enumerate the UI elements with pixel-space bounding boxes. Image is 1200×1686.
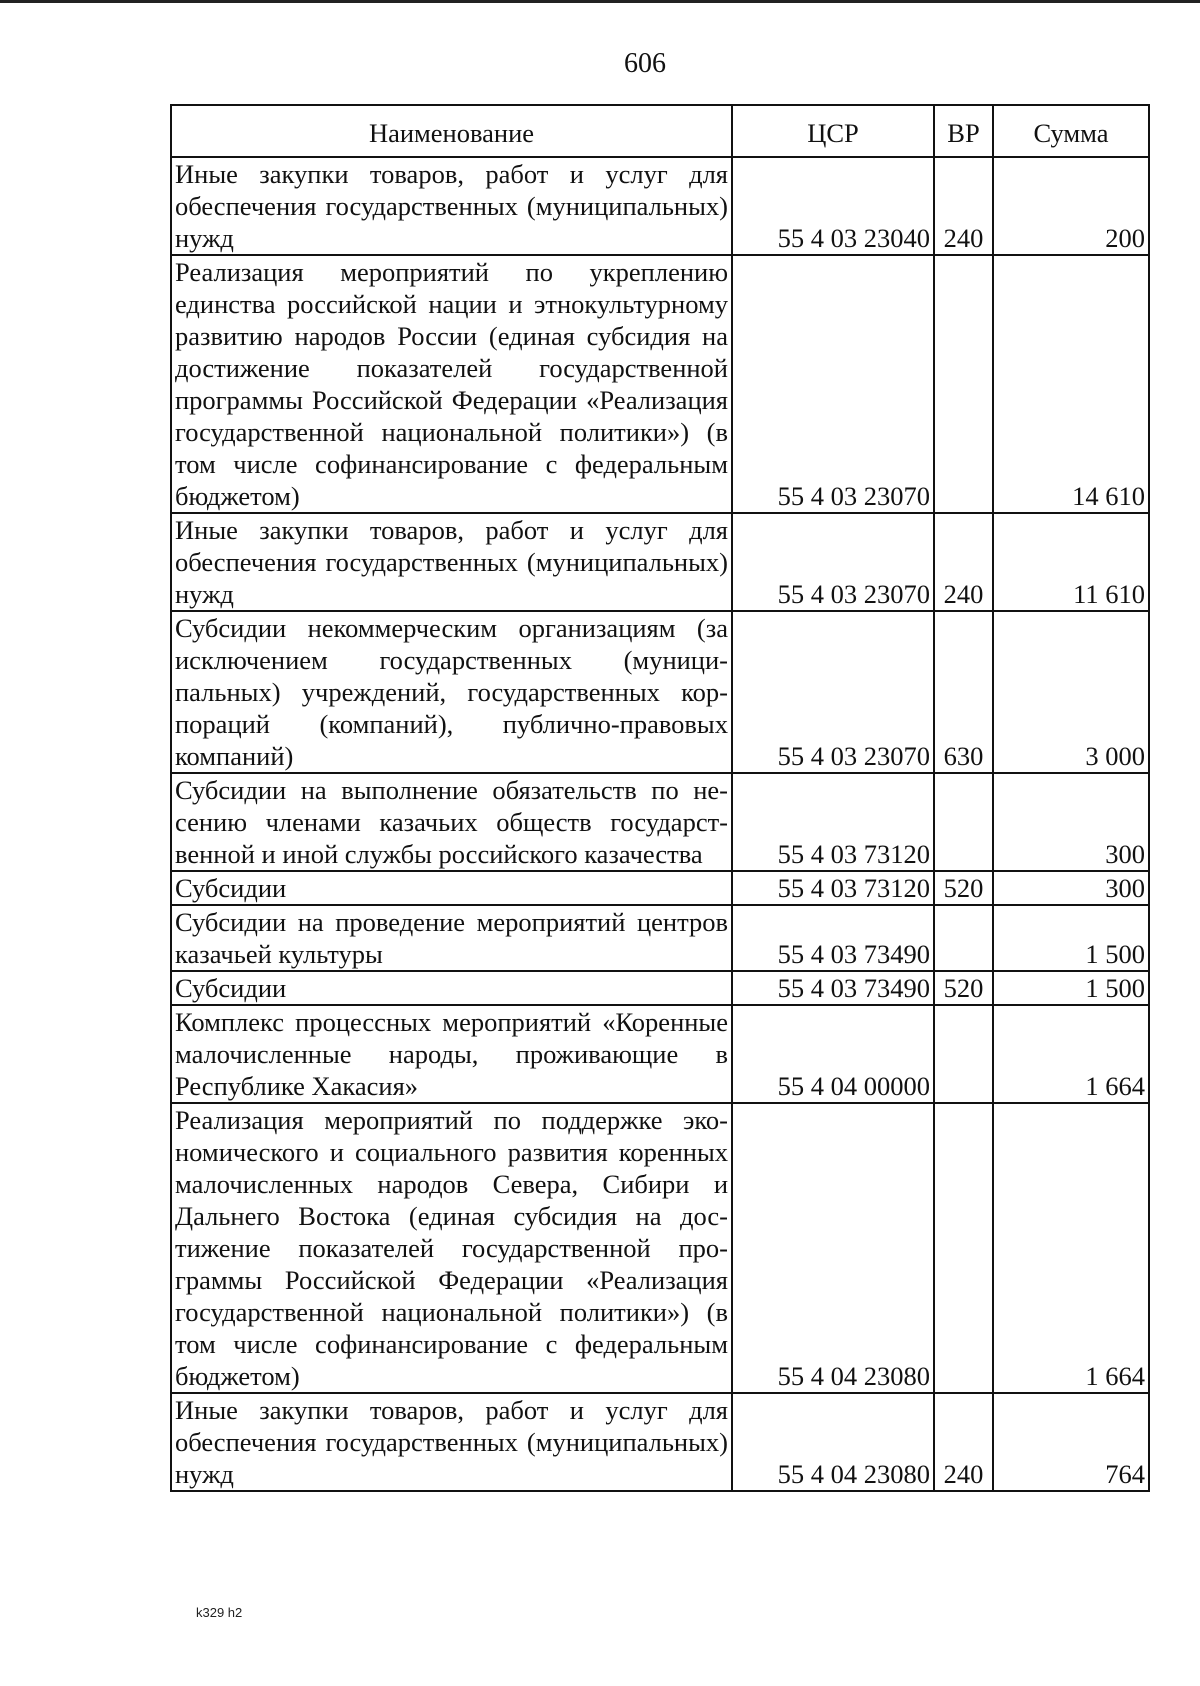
row-name: Субсидии xyxy=(171,971,732,1005)
row-vr xyxy=(934,773,993,871)
row-csr: 55 4 03 23070 xyxy=(732,513,934,611)
row-vr: 520 xyxy=(934,971,993,1005)
row-sum: 1 664 xyxy=(993,1103,1149,1393)
header-vr: ВР xyxy=(934,105,993,157)
table-row xyxy=(171,157,1149,255)
row-sum: 764 xyxy=(993,1393,1149,1491)
row-csr: 55 4 03 23040 xyxy=(732,157,934,255)
row-name: Иные закупки товаров, работ и услуг для обеспечения государственных (муниципальных) нужд xyxy=(171,157,732,255)
row-name: Субсидии на выполнение обязательств по несению членами казачьих обществ государственной и иной службы российского казачества xyxy=(171,773,732,871)
header-name: Наименование xyxy=(171,105,732,157)
row-vr: 240 xyxy=(934,157,993,255)
row-sum: 14 610 xyxy=(993,255,1149,513)
row-sum: 3 000 xyxy=(993,611,1149,773)
footer-code: k329 h2 xyxy=(196,1605,243,1620)
row-sum: 1 500 xyxy=(993,905,1149,971)
row-vr xyxy=(934,1005,993,1103)
row-csr: 55 4 04 23080 xyxy=(732,1103,934,1393)
row-name: Реализация мероприятий по укреплению единства российской нации и этнокультурному развитию народов России (единая субсидия на достижение показателей государственной программы Российской Федерации «Реализация государственной национальной политики») (в том числе софинансирование с федеральным бюджетом) xyxy=(171,255,732,513)
table-row xyxy=(171,513,1149,611)
row-name: Субсидии на проведение мероприятий центров казачьей культуры xyxy=(171,905,732,971)
header-sum: Сумма xyxy=(993,105,1149,157)
row-csr: 55 4 03 73120 xyxy=(732,773,934,871)
table-header-row xyxy=(171,105,1149,157)
row-csr: 55 4 04 00000 xyxy=(732,1005,934,1103)
row-sum: 300 xyxy=(993,871,1149,905)
row-name: Реализация мероприятий по поддержке экономического и социального развития коренных малочисленных народов Севера, Сибири и Дальнего Востока (единая субсидия на достижение показателей государственной программы Российской Федерации «Реализация государственной национальной политики») (в том числе софинансирование с федеральным бюджетом) xyxy=(171,1103,732,1393)
scan-border xyxy=(0,0,1200,3)
row-name: Комплекс процессных мероприятий «Коренные малочисленные народы, проживающие в Республике Хакасия» xyxy=(171,1005,732,1103)
row-vr xyxy=(934,255,993,513)
table-row xyxy=(171,611,1149,773)
page-number: 606 xyxy=(624,48,666,79)
table-row xyxy=(171,1393,1149,1491)
row-csr: 55 4 03 23070 xyxy=(732,611,934,773)
table-row xyxy=(171,1103,1149,1393)
row-name: Иные закупки товаров, работ и услуг для обеспечения государственных (муниципальных) нужд xyxy=(171,1393,732,1491)
row-vr: 520 xyxy=(934,871,993,905)
table-row xyxy=(171,1005,1149,1103)
row-vr: 240 xyxy=(934,1393,993,1491)
table-row xyxy=(171,905,1149,971)
header-csr: ЦСР xyxy=(732,105,934,157)
row-vr xyxy=(934,905,993,971)
row-csr: 55 4 03 73490 xyxy=(732,905,934,971)
row-vr xyxy=(934,1103,993,1393)
row-csr: 55 4 04 23080 xyxy=(732,1393,934,1491)
row-csr: 55 4 03 73120 xyxy=(732,871,934,905)
table-row xyxy=(171,871,1149,905)
row-csr: 55 4 03 73490 xyxy=(732,971,934,1005)
budget-table xyxy=(170,104,1150,1492)
row-vr: 630 xyxy=(934,611,993,773)
row-name: Субсидии xyxy=(171,871,732,905)
table-row xyxy=(171,971,1149,1005)
row-csr: 55 4 03 23070 xyxy=(732,255,934,513)
row-sum: 1 500 xyxy=(993,971,1149,1005)
row-sum: 11 610 xyxy=(993,513,1149,611)
row-name: Иные закупки товаров, работ и услуг для обеспечения государственных (муниципальных) нужд xyxy=(171,513,732,611)
row-sum: 200 xyxy=(993,157,1149,255)
row-vr: 240 xyxy=(934,513,993,611)
row-name: Субсидии некоммерческим организациям (за исключением государственных (муниципальных) учреждений, государственных корпораций (компаний), публично-правовых компаний) xyxy=(171,611,732,773)
table-row xyxy=(171,773,1149,871)
table-row xyxy=(171,255,1149,513)
row-sum: 1 664 xyxy=(993,1005,1149,1103)
row-sum: 300 xyxy=(993,773,1149,871)
